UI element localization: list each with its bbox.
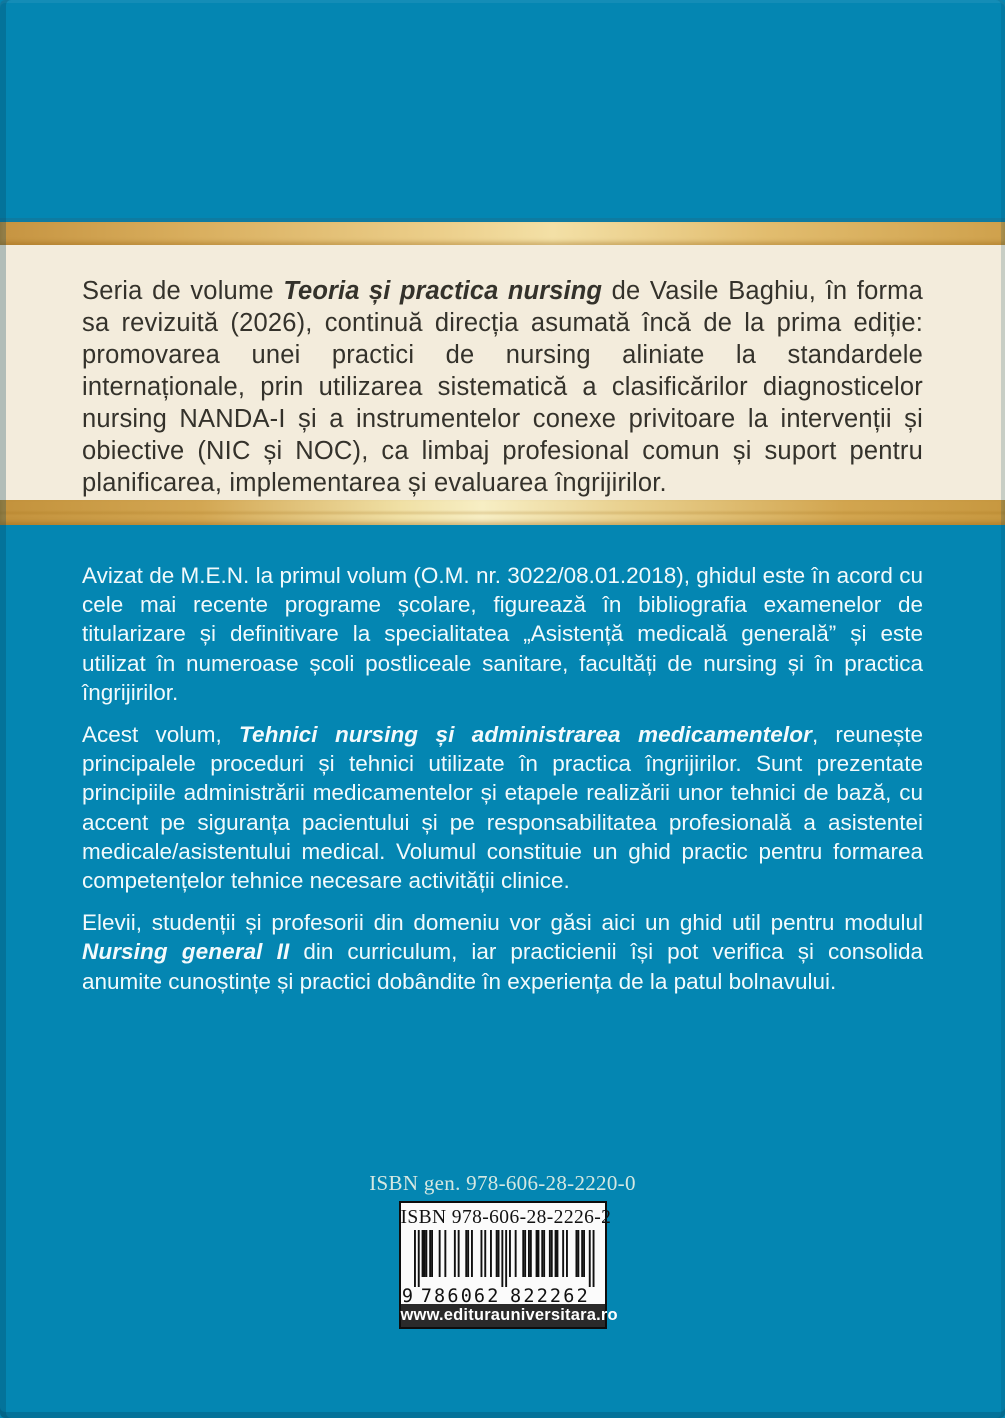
module-title-emphasis: Nursing general II xyxy=(82,939,290,965)
volume-paragraph-post: , reunește principalele proceduri și tehnici utilizate în practica îngrijirilor. Sunt prezentate principiile administrării medicamentelor și etapele realizării unor tehnici de bază, cu accent pe siguranța pacientului și pe responsabilitatea profesională a asistentei medicale/asistentului medical. Volumul constituie un ghid practic pentru formarea competențelor tehnice necesare activității clinice. xyxy=(82,722,923,894)
audience-paragraph-post: din curriculum, iar practicienii își pot verifica și consolida anumite cunoștințe și practici dobândite în experiența de la patul bolnavului. xyxy=(82,939,924,994)
audience-paragraph-pre: Elevii, studenții și profesorii din domeniu vor găsi aici un ghid util pentru modulul xyxy=(82,910,923,936)
svg-text:6: 6 xyxy=(473,1286,485,1304)
isbn-general-label: ISBN gen. 978-606-28-2220-0 xyxy=(369,1171,636,1195)
svg-text:6: 6 xyxy=(446,1286,458,1304)
series-paragraph xyxy=(82,275,923,499)
svg-text:2: 2 xyxy=(576,1286,588,1304)
svg-text:8: 8 xyxy=(433,1286,445,1304)
svg-text:0: 0 xyxy=(460,1286,472,1304)
top-blank-area xyxy=(0,0,1005,218)
svg-text:7: 7 xyxy=(420,1286,432,1304)
volume-paragraph-pre: Acest volum, xyxy=(82,722,239,748)
series-blurb-section xyxy=(0,245,1005,500)
volume-paragraph xyxy=(82,720,923,895)
gold-stripe-bottom xyxy=(0,500,1005,525)
svg-text:2: 2 xyxy=(549,1286,561,1304)
gold-stripe-top xyxy=(0,218,1005,245)
isbn-volume-label: ISBN 978-606-28-2226-2 xyxy=(400,1207,612,1228)
svg-text:2: 2 xyxy=(486,1286,498,1304)
audience-paragraph xyxy=(82,908,923,996)
endorsement-paragraph: Avizat de M.E.N. la primul volum (O.M. nr. 3022/08.01.2018), ghidul este în acord cu cele mai recente programe școlare, figurează în bibliografia examenelor de titularizare și definitivare la specialitatea „Asistență medicală generală” și este utilizat în numeroase școli postliceale sanitare, facultăți de nursing și în practica îngrijirilor. xyxy=(82,563,923,705)
volume-title-emphasis: Tehnici nursing și administrarea medicamentelor xyxy=(239,722,812,748)
barcode-box xyxy=(399,1201,618,1329)
series-paragraph-pre: Seria de volume xyxy=(82,277,284,305)
series-title-emphasis: Teoria și practica nursing xyxy=(283,277,603,305)
svg-text:2: 2 xyxy=(536,1286,548,1304)
svg-text:9: 9 xyxy=(401,1286,413,1304)
svg-text:6: 6 xyxy=(562,1286,574,1304)
ean13-barcode xyxy=(401,1230,605,1304)
svg-text:8: 8 xyxy=(509,1286,521,1304)
volume-description-section xyxy=(0,525,1005,996)
publisher-website: www.editurauniversitara.ro xyxy=(401,1304,605,1327)
svg-text:2: 2 xyxy=(522,1286,534,1304)
series-paragraph-post: de Vasile Baghiu, în forma sa revizuită (2026), continuă direcția asumată încă de la prima ediție: promovarea unei practici de nursing aliniate la standardele internaționale, prin utilizarea sistematică a clasificărilor diagnosticelor nursing NANDA-I și a instrumentelor conexe privitoare la intervenții și obiective (NIC și NOC), ca limbaj profesional comun și suport pentru planificarea, implementarea și evaluarea îngrijirilor. xyxy=(82,277,923,497)
isbn-area xyxy=(0,1170,1005,1329)
